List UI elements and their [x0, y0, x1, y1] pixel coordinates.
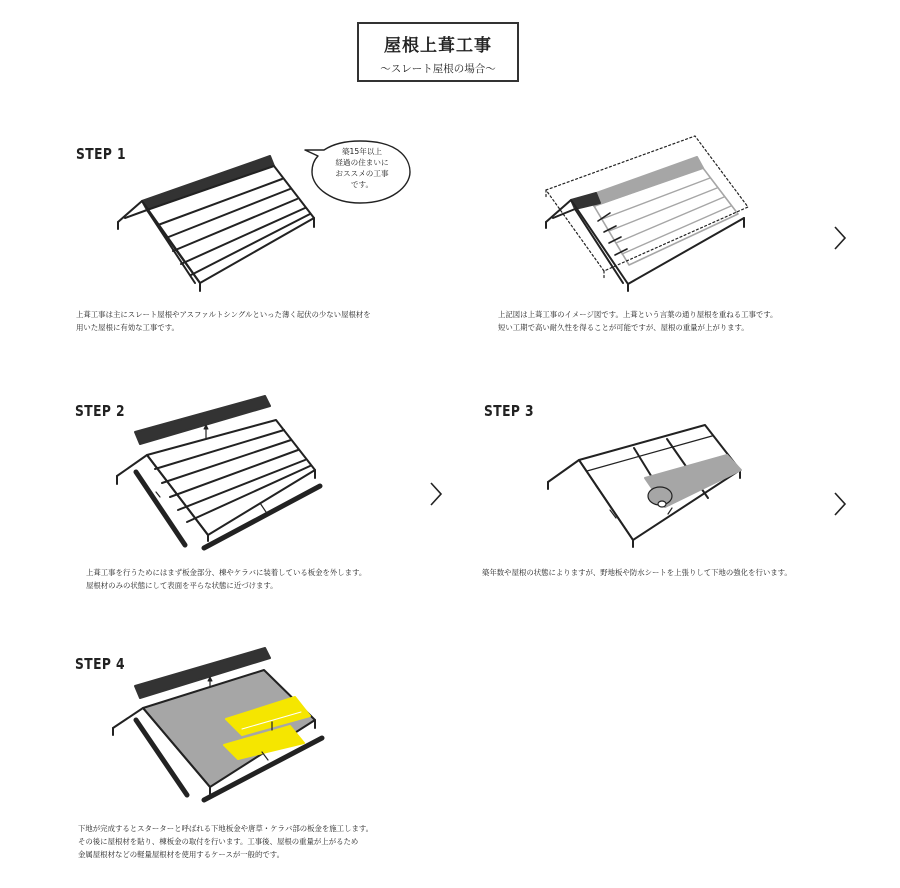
step-3-label: STEP 3: [484, 402, 534, 420]
desc-line: 上記図は上葺工事のイメージ図です。上葺という言葉の通り屋根を重ねる工事です。: [498, 310, 778, 319]
chevron-right-icon: [832, 490, 848, 518]
desc-line: 上葺工事を行うためにはまず板金部分、棟やケラバに装着している板金を外します。: [86, 568, 367, 577]
desc-line: 金属屋根材などの軽量屋根材を使用するケースが一般的です。: [78, 850, 284, 859]
chevron-right-icon: [832, 224, 848, 252]
desc-line: 短い工期で高い耐久性を得ることが可能ですが、屋根の重量が上がります。: [498, 323, 749, 332]
step2-roof-diagram: [117, 396, 320, 548]
new-roof-gray-ridge: [588, 157, 703, 206]
step1-description: [76, 308, 371, 334]
desc-line: 築年数や屋根の状態によりますが、野地板や防水シートを上張りして下地の強化を行います。: [482, 568, 792, 577]
bubble-line: です。: [350, 180, 374, 189]
desc-line: 屋根材のみの状態にして表面を平らな状態に近づけます。: [86, 581, 278, 590]
step1-bubble-text: [316, 146, 408, 190]
desc-line: 下地が完成するとスターターと呼ばれる下地板金や唐草・ケラバ部の板金を施工します。: [78, 824, 374, 833]
step2-description: [86, 566, 366, 592]
desc-line: 上葺工事は主にスレート屋根やアスファルトシングルといった薄く起伏の少ない屋根材を: [76, 310, 371, 319]
step1-overlay-description: [498, 308, 777, 334]
page-subtitle: 〜スレート屋根の場合〜: [380, 63, 496, 75]
new-roof-outline: [594, 168, 738, 265]
step3-roof-diagram: [548, 425, 741, 547]
step3-description: [482, 566, 792, 579]
desc-line: その後に屋根材を貼り、棟板金の取付を行います。工事後、屋根の重量が上がるため: [78, 837, 359, 846]
step2-roof-face: [147, 420, 315, 535]
step4-description: [78, 822, 373, 861]
bubble-line: 築15年以上: [341, 147, 383, 156]
step-2-label: STEP 2: [75, 402, 125, 420]
step4-roof-diagram: [113, 648, 322, 800]
desc-line: 用いた屋根に有効な工事です。: [76, 323, 179, 332]
page-title: 屋根上葺工事: [384, 36, 492, 56]
chevron-right-icon: [428, 480, 444, 508]
step1-overlay-diagram: [546, 136, 748, 291]
step-1-label: STEP 1: [76, 145, 126, 163]
step-4-label: STEP 4: [75, 655, 125, 673]
bubble-line: おススメの工事: [335, 169, 389, 178]
bubble-line: 経過の住まいに: [335, 158, 389, 167]
